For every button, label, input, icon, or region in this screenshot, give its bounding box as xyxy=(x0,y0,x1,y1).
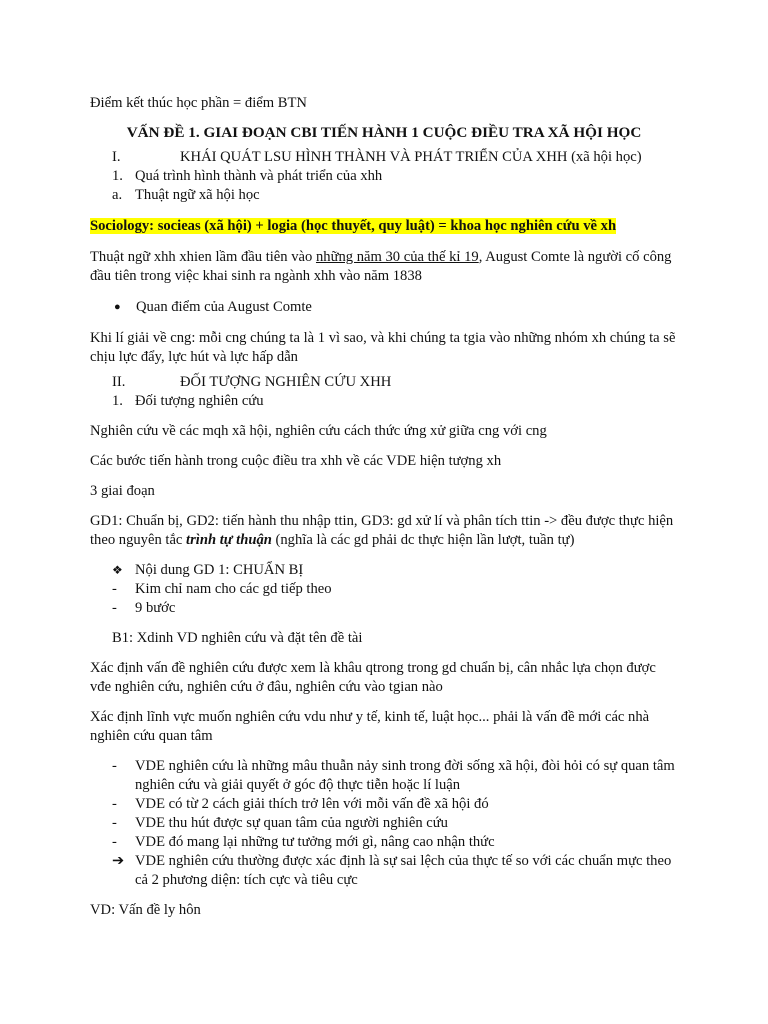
lettered-item xyxy=(90,186,680,205)
bullet-item xyxy=(90,298,680,317)
dash-bullet: - xyxy=(112,796,117,812)
list-item xyxy=(90,795,680,814)
list-item-text: VDE có từ 2 cách giải thích trở lên với mỗi vấn đề xã hội đó xyxy=(135,796,489,812)
paragraph: Khi lí giải về cng: mỗi cng chúng ta là 1 vì sao, và khi chúng ta tgia vào những nhóm xh chúng ta sẽ chịu lực đẩy, lực hút và lực hấp dẫn xyxy=(90,330,676,365)
criteria-list xyxy=(90,757,680,890)
underlined-text: những năm 30 của thế kỉ 19 xyxy=(315,249,479,265)
dash-bullet: - xyxy=(112,600,117,616)
paragraph: Các bước tiến hành trong cuộc điều tra xhh về các VDE hiện tượng xh xyxy=(90,453,502,469)
section-heading-text: KHÁI QUÁT LSU HÌNH THÀNH VÀ PHÁT TRIỂN CỦA XHH (xã hội học) xyxy=(180,149,642,165)
diamond-item xyxy=(90,561,680,580)
section-heading-text: ĐỐI TƯỢNG NGHIÊN CỨU XHH xyxy=(180,374,392,390)
list-item-text: VDE thu hút được sự quan tâm của người nghiên cứu xyxy=(135,815,448,831)
arrow-right-icon: ➔ xyxy=(112,853,125,869)
text-run: GD1: Chuẩn bị, GD2: tiến hành thu nhập ttin, GD3: gd xử lí và phân tích ttin -> đều được thực hiện theo nguyên tắc xyxy=(90,513,674,548)
dash-item xyxy=(90,580,680,599)
list-item xyxy=(90,814,680,833)
list-item xyxy=(90,852,680,890)
roman-numeral: I. xyxy=(112,149,121,165)
item-number: 1. xyxy=(112,393,123,409)
item-text: Quá trình hình thành và phát triển của xhh xyxy=(135,168,383,184)
list-item xyxy=(90,833,680,852)
paragraph: Xác định vấn đề nghiên cứu được xem là khâu qtrong trong gd chuẩn bị, cân nhắc lựa chọn được vđe nghiên cứu, nghiên cứu ở đâu, nghiên cứu vào tgian nào xyxy=(90,660,656,695)
list-item-text: VDE nghiên cứu là những mâu thuẫn nảy sinh trong đời sống xã hội, đòi hỏi có sự quan tâm nghiên cứu và giải quyết ở góc độ thực tiễn hoặc lí luận xyxy=(135,758,675,793)
list-item xyxy=(90,757,680,795)
paragraph: Xác định lĩnh vực muốn nghiên cứu vdu như y tế, kinh tế, luật học... phải là vấn đề mới các nhà nghiên cứu quan tâm xyxy=(90,709,650,744)
highlight-paragraph xyxy=(90,217,680,236)
dash-bullet: - xyxy=(112,758,117,774)
dash-bullet: - xyxy=(112,834,117,850)
text-run: Thuật ngữ xhh xhien lầm đầu tiên vào xyxy=(90,249,316,265)
step-heading: B1: Xdinh VD nghiên cứu và đặt tên đề tài xyxy=(112,630,363,646)
paragraph: 3 giai đoạn xyxy=(90,483,155,499)
numbered-item xyxy=(90,392,680,411)
section-heading-2 xyxy=(90,373,680,392)
section-heading-1 xyxy=(90,148,680,167)
item-text: Đối tượng nghiên cứu xyxy=(135,393,264,409)
roman-numeral: II. xyxy=(112,374,126,390)
dash-bullet: - xyxy=(112,581,117,597)
text-run: (nghĩa là các gd phải dc thực hiện lần lượt, tuần tự) xyxy=(271,532,575,548)
list-item-text: VDE đó mang lại những tư tưởng mới gì, nâng cao nhận thức xyxy=(135,834,495,850)
text-run: , August Comte là người cố công đầu tiên trong việc khai sinh ra ngành xhh vào năm 1838 xyxy=(90,249,672,284)
bullet-text: Quan điểm của August Comte xyxy=(136,299,312,315)
item-text: Nội dung GD 1: CHUẨN BỊ xyxy=(135,562,304,578)
example-line: VD: Vấn đề ly hôn xyxy=(90,902,201,918)
dash-bullet: - xyxy=(112,815,117,831)
item-text: 9 bước xyxy=(135,600,176,616)
history-paragraph xyxy=(90,248,680,286)
diamond-bullet-icon: ❖ xyxy=(112,563,123,577)
intro-line: Điểm kết thúc học phần = điểm BTN xyxy=(90,95,307,111)
stages-paragraph xyxy=(90,512,680,550)
dash-item xyxy=(90,599,680,618)
bullet-icon: ● xyxy=(114,301,121,313)
item-letter: a. xyxy=(112,187,123,203)
item-text: Thuật ngữ xã hội học xyxy=(135,187,260,203)
list-item-text: VDE nghiên cứu thường được xác định là sự sai lệch của thực tế so với các chuẩn mực theo cả 2 phương diện: tích cực và tiêu cực xyxy=(135,853,672,888)
highlighted-definition: Sociology: socieas (xã hội) + logia (học thuyết, quy luật) = khoa học nghiên cứu về xh xyxy=(90,218,617,234)
item-number: 1. xyxy=(112,168,123,184)
numbered-item xyxy=(90,167,680,186)
paragraph: Nghiên cứu về các mqh xã hội, nghiên cứu cách thức ứng xử giữa cng với cng xyxy=(90,423,547,439)
chapter-title: VẤN ĐỀ 1. GIAI ĐOẠN CBI TIẾN HÀNH 1 CUỘC ĐIỀU TRA XÃ HỘI HỌC xyxy=(126,124,642,141)
document-page xyxy=(90,94,680,920)
item-text: Kim chỉ nam cho các gd tiếp theo xyxy=(135,581,332,597)
bold-italic-text: trình tự thuận xyxy=(186,532,272,548)
